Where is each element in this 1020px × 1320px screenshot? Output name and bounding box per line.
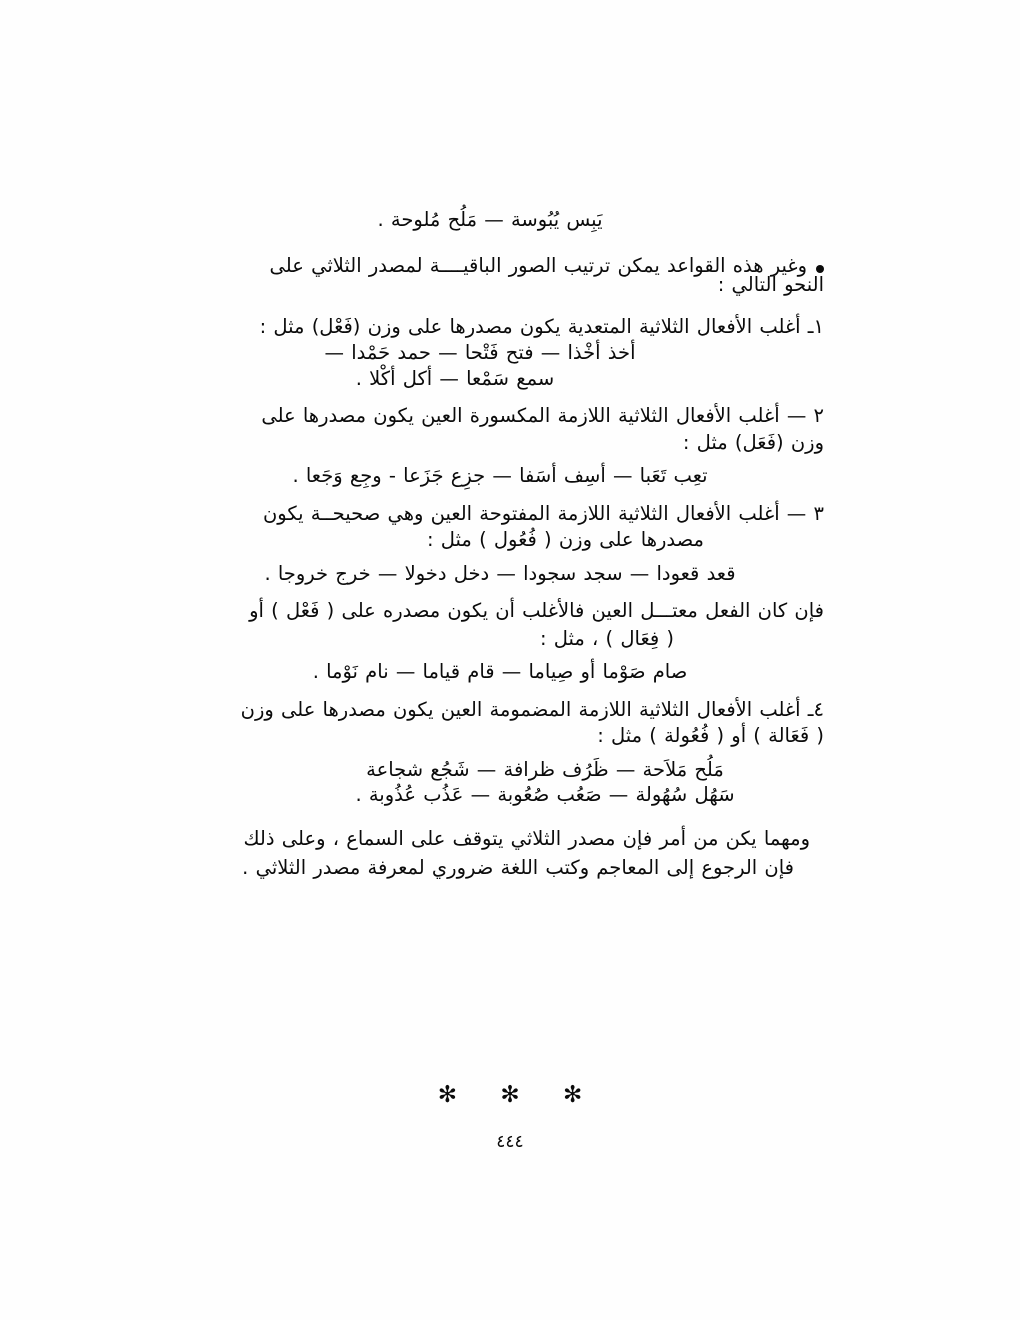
bullet-dot-icon: [816, 265, 824, 273]
rule-4-heading-cont: ( فَعَالة ) أو ( فُعُولة ) مثل :: [597, 724, 824, 747]
rule-4-examples: [196, 757, 824, 806]
rule-2-examples: [196, 466, 824, 486]
mid-note-examples: [196, 662, 824, 682]
rule-item-4: [196, 697, 824, 747]
rule-4-example-2: سَهُل سُهُولة — صَعُب صُعُوبة — عَذُب عُذُوبة .: [355, 783, 735, 806]
mid-note-paragraph: [196, 601, 824, 648]
page-content: [196, 210, 824, 878]
rule-3-example-1: قعد قعودا — سجد سجودا — دخل دخولا — خرج خروجا .: [264, 561, 736, 585]
rule-item-2: [196, 406, 824, 452]
rule-item-1: [196, 314, 824, 338]
closing-line-2: فإن الرجوع إلى المعاجم وكتب اللغة ضروري لمعرفة مصدر الثلاثي .: [242, 856, 794, 879]
closing-paragraph: [196, 826, 824, 879]
rule-3-heading: ٣ — أغلب الأفعال الثلاثية اللازمة المفتوحة العين وهي صحيحــة يكون: [262, 501, 824, 525]
mid-note-line-1: فإن كان الفعل معتـــل العين فالأغلب أن يكون مصدره على ( فَعْل ) أو: [249, 599, 824, 622]
bullet-paragraph-line-1: وغير هذه القواعد يمكن ترتيب الصور الباقيــــة لمصدر الثلاثي على: [269, 253, 807, 277]
rule-2-example-1: تعِب تَعَبا — أسِف أسَفا — جزِع جَزَعا - وجِع وَجَعا .: [292, 464, 708, 487]
rule-1-example-2: سمع سَمْعا — أكل أكْلا .: [355, 366, 555, 390]
section-divider: ✻ ✻ ✻: [437, 1082, 601, 1108]
rule-item-3: [196, 501, 824, 551]
rule-1-examples: [196, 343, 824, 388]
rule-1-example-1: أخذ أخْذا — فتح فَتْحا — حمد حَمْدا —: [324, 341, 636, 364]
rule-1-heading: ١ـ أغلب الأفعال الثلاثية المتعدية يكون مصدرها على وزن (فَعْل) مثل :: [259, 314, 824, 338]
page-number: ٤٤٤: [496, 1132, 524, 1152]
rule-2-heading-cont: وزن (فَعَل) مثل :: [682, 430, 824, 454]
bullet-paragraph: [196, 253, 824, 296]
mid-note-example-1: صام صَوْما أو صِياما — قام قياما — نام نَوْما .: [312, 660, 688, 683]
rule-3-heading-cont: مصدرها على وزن ( فُعُول ) مثل :: [427, 528, 704, 551]
rule-3-examples: [196, 561, 824, 585]
rule-2-heading: ٢ — أغلب الأفعال الثلاثية اللازمة المكسورة العين يكون مصدرها على: [261, 404, 824, 427]
closing-line-1: ومهما يكن من أمر فإن مصدر الثلاثي يتوقف على السماع ، وعلى ذلك: [243, 826, 810, 850]
rule-4-heading: ٤ـ أغلب الأفعال الثلاثية اللازمة المضمومة العين يكون مصدرها على وزن: [240, 697, 824, 721]
top-line-text: يَبِس يُبُوسة — مَلُح مُلوحة .: [377, 208, 603, 231]
top-continuation-line: [196, 210, 824, 230]
bullet-paragraph-line-2: النحو التالي :: [717, 273, 824, 296]
mid-note-line-2: ( فِعَال ) ، مثل :: [539, 626, 674, 650]
rule-4-example-1: مَلُح مَلاَحة — ظَرُف ظرافة — شَجُع شجاعة: [366, 757, 724, 781]
